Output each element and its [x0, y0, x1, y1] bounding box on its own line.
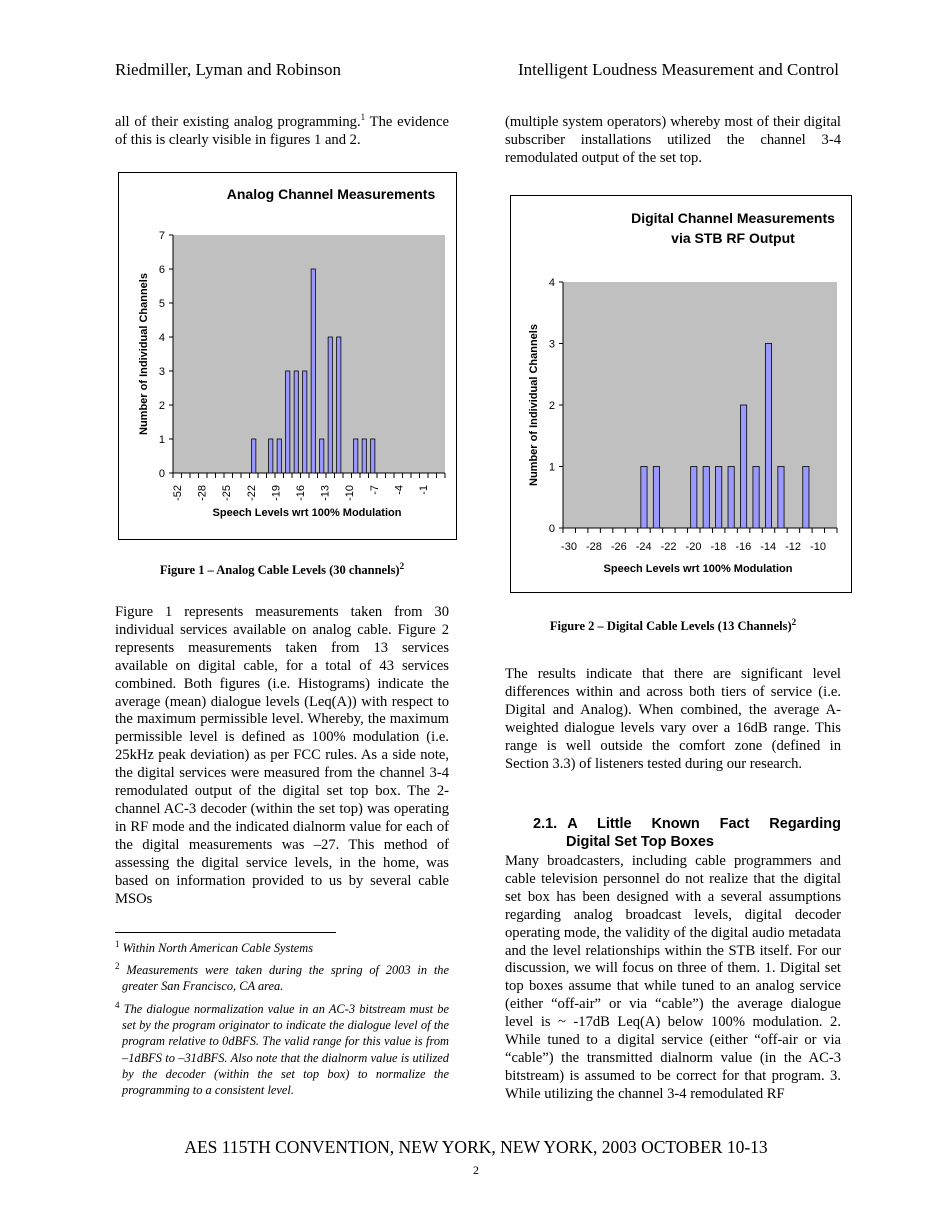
x-tick-label: -24 [635, 541, 652, 553]
y-axis-label: Number of Individual Channels [138, 273, 150, 435]
y-tick-label: 4 [548, 277, 555, 289]
running-header-title: Intelligent Loudness Measurement and Control [517, 60, 839, 79]
x-tick-label: -1 [418, 485, 430, 495]
histogram-bar [328, 337, 332, 473]
x-tick-label: -26 [610, 541, 627, 553]
histogram-bar [286, 371, 290, 473]
right-paragraph-2 [505, 666, 841, 773]
x-tick-label: -14 [760, 541, 777, 553]
histogram-bar [337, 337, 341, 473]
figure-1-chart [118, 172, 457, 540]
footnote-mark: 4 [115, 999, 120, 1010]
caption-text: Figure 2 – Digital Cable Levels (13 Channels) [549, 619, 792, 633]
x-tick-label: -25 [221, 485, 234, 501]
histogram-bar [294, 371, 298, 473]
x-tick-label: -12 [785, 541, 802, 553]
y-tick-label: 1 [158, 434, 165, 446]
y-tick-label: 2 [158, 400, 165, 412]
figure-1-caption [115, 560, 449, 578]
histogram-bar [740, 405, 746, 528]
page-number: 2 [473, 1163, 479, 1177]
histogram-bar [703, 467, 709, 529]
y-tick-label: 3 [548, 338, 555, 351]
text: The evidence of this is clearly visible in figures 1 and 2. [115, 114, 449, 148]
histogram-bar [753, 467, 759, 529]
histogram-bar [765, 344, 771, 529]
x-tick-label: -52 [172, 485, 184, 501]
x-tick-label: -28 [196, 485, 209, 501]
caption-text: Figure 1 – Analog Cable Levels (30 channels) [159, 563, 400, 577]
y-tick-label: 6 [158, 264, 165, 276]
footnote-mark: 2 [115, 960, 120, 971]
y-tick-label: 0 [548, 523, 555, 535]
y-tick-label: 7 [158, 230, 165, 242]
text: all of their existing analog programming. [115, 114, 361, 130]
x-tick-label: -30 [561, 541, 577, 553]
text: Many broadcasters, including cable programmers and cable television personnel do not realize that the digital set box has been designed with a several assumptions regarding analog broadcast levels, digital decoder operating mode, the validity of the digital audio metadata and the level relationships within the STB itself. For our discussion, we will focus on three of them. 1. Digital set top boxes assume that while tuned to an analog service (either “off-air” or via “cable”) the average dialogue level is ~ -17dB Leq(A) below 100% modulation. 2. While tuned to a digital service (either “off-air or via “cable”) the transmitted dialnorm value (in the AC-3 bitstream) is assumed to be correct for that program. 3. While utilizing the channel 3-4 remodulated RF [505, 853, 841, 1102]
histogram-bar [320, 439, 324, 473]
footnote-rule [115, 932, 336, 933]
x-tick-label: -28 [585, 541, 602, 553]
running-header-authors: Riedmiller, Lyman and Robinson [115, 60, 341, 79]
text: The results indicate that there are significant level differences within and across both tiers of service (i.e. Digital and Analog). When combined, the average A-weighted dialogue levels vary over a 16dB range. This range is well outside the comfort zone (defined in Section 3.3) of listeners tested during our research. [505, 666, 841, 772]
chart-title: Digital Channel Measurements [631, 210, 835, 226]
x-tick-label: -13 [319, 485, 332, 501]
section-heading-line-1 [533, 815, 841, 833]
text: (multiple system operators) whereby most of their digital subscriber installations utilized the channel 3-4 remodulated output of the set top. [505, 114, 841, 166]
plot-area [563, 282, 837, 528]
y-tick-label: 5 [158, 298, 165, 310]
chart-title: Analog Channel Measurements [226, 186, 436, 202]
right-paragraph-1 [505, 114, 841, 168]
histogram-bar [653, 467, 659, 529]
caption-sup: 2 [399, 560, 405, 571]
histogram-bar [716, 467, 722, 529]
footnote-1 [115, 940, 449, 956]
x-tick-label: -7 [368, 485, 381, 495]
histogram-bar [354, 439, 358, 473]
section-title-b: Digital Set Top Boxes [566, 834, 714, 850]
x-tick-label: -18 [710, 541, 727, 553]
chart-1-svg [119, 173, 456, 539]
chart-subtitle: via STB RF Output [671, 230, 795, 246]
section-title-a: A Little Known Fact Regarding [567, 816, 841, 832]
x-tick-label: -10 [810, 541, 826, 553]
x-tick-label: -10 [344, 485, 357, 501]
right-paragraph-3 [505, 853, 841, 1104]
section-heading [533, 815, 841, 851]
histogram-bar [728, 467, 734, 529]
footnote-mark: 1 [115, 938, 120, 949]
y-axis-label: Number of Individual Channels [528, 324, 540, 486]
x-tick-label: -16 [295, 485, 307, 501]
x-tick-label: -16 [735, 541, 752, 553]
left-paragraph-1 [115, 114, 449, 150]
footnote-ref: 1 [360, 112, 366, 123]
y-tick-label: 4 [158, 332, 165, 344]
histogram-bar [252, 439, 256, 473]
figure-2-caption [505, 616, 841, 634]
left-paragraph-2 [115, 604, 449, 908]
footnote-4 [115, 1001, 449, 1098]
y-tick-label: 2 [548, 400, 555, 412]
histogram-bar [778, 467, 784, 529]
y-tick-label: 3 [158, 366, 165, 378]
histogram-bar [362, 439, 366, 473]
x-axis-label: Speech Levels wrt 100% Modulation [603, 563, 793, 575]
y-tick-label: 0 [158, 468, 165, 480]
x-tick-label: -22 [660, 541, 677, 553]
plot-area [173, 235, 445, 473]
section-number: 2.1. [533, 816, 558, 832]
text: Figure 1 represents measurements taken from 30 individual services available on analog cable. Figure 2 represents measurements taken from 13 services available on digital cable, for a total of 43 services combined. Both figures (i.e. Histograms) indicate the average (mean) dialogue levels (Leq(A)) with respect to the maximum permissible level. Whereby, the maximum permissible level is defined as 100% modulation (i.e. 25kHz peak deviation) as per FCC rules. As a side note, the digital services were measured from the channel 3-4 remodulated output of the digital set top box. The 2-channel AC-3 decoder (within the set top) was operating in RF mode and the indicated dialnorm value for each of the digital measurements was –27. This method of assessing the digital service levels, in the home, was based on information provided to us by several cable MSOs [115, 604, 449, 907]
x-tick-label: -19 [270, 485, 283, 501]
histogram-bar [311, 269, 315, 473]
histogram-bar [641, 467, 647, 529]
figure-2-chart [510, 195, 852, 593]
histogram-bar [803, 467, 809, 529]
histogram-bar [691, 467, 697, 529]
footnote-text: Measurements were taken during the spring of 2003 in the greater San Francisco, CA area. [122, 963, 449, 994]
caption-sup: 2 [791, 616, 797, 627]
histogram-bar [303, 371, 307, 473]
y-tick-label: 1 [548, 461, 555, 474]
histogram-bar [277, 439, 281, 473]
conference-footer: AES 115TH CONVENTION, NEW YORK, NEW YORK, 2003 OCTOBER 10-13 [184, 1137, 768, 1157]
histogram-bar [269, 439, 273, 473]
footnote-text: Within North American Cable Systems [122, 941, 314, 955]
x-axis-label: Speech Levels wrt 100% Modulation [212, 507, 402, 519]
footnote-text: The dialogue normalization value in an AC-3 bitstream must be set by the program originator to indicate the dialogue level of the program relative to 0dBFS. The valid range for this value is from –1dBFS to –31dBFS. Also note that the dialnorm value is utilized by the decoder (within the set top box) to normalize the programming to a consistent level. [122, 1002, 449, 1098]
histogram-bar [371, 439, 375, 473]
x-tick-label: -22 [245, 485, 258, 501]
x-tick-label: -4 [393, 485, 406, 495]
x-tick-label: -20 [685, 541, 702, 553]
chart-2-svg [511, 196, 851, 592]
footnote-2 [115, 962, 449, 994]
